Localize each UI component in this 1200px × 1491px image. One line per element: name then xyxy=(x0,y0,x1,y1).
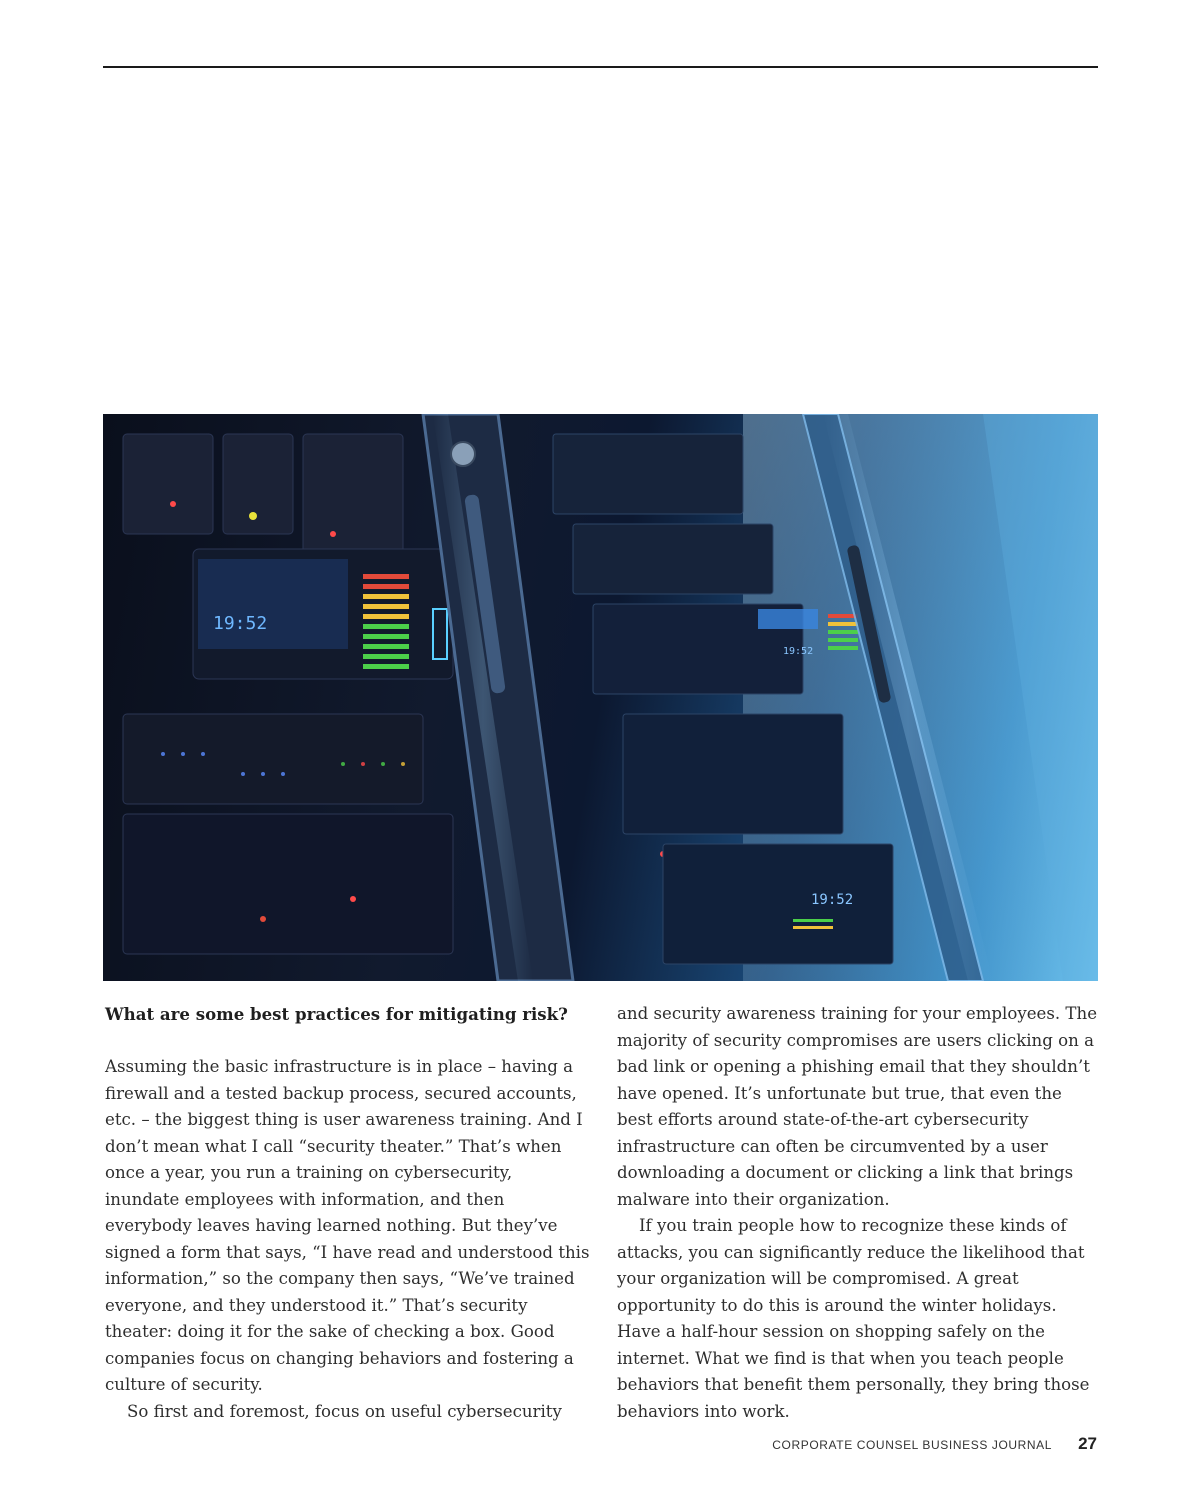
svg-text:19:52: 19:52 xyxy=(811,892,854,908)
section-heading: What are some best practices for mitigating risk? xyxy=(105,1004,568,1024)
svg-text:19:52: 19:52 xyxy=(783,646,814,657)
paragraph: If you train people how to recognize these kinds of attacks, you can significantly reduce the likelihood that your organization will be compromised. A great opportunity to do this is around the winter holidays. Have a half-hour session on shopping safely on the internet. What we find is that when you teach people behaviors that benefit them personally, they bring those behaviors into work. xyxy=(617,1216,1090,1421)
page-number: 27 xyxy=(1078,1434,1097,1453)
left-column xyxy=(105,1001,590,1425)
page-footer xyxy=(772,1434,1097,1454)
paragraph: Assuming the basic infrastructure is in place – having a firewall and a tested backup process, secured accounts, etc. – the biggest thing is user awareness training. And I don’t mean what I call “security theater.” That’s when once a year, you run a training on cybersecurity, inundate employees with information, and then everybody leaves having learned nothing. But they’ve signed a form that says, “I have read and understood this information,” so the company then says, “We’ve trained everyone, and they understood it.” That’s security theater: doing it for the sake of checking a box. Good companies focus on changing behaviors and fostering a culture of security. xyxy=(105,1057,590,1394)
right-column xyxy=(617,1001,1102,1425)
paragraph: So first and foremost, focus on useful cybersecurity xyxy=(127,1401,562,1421)
svg-text:19:52: 19:52 xyxy=(213,613,268,634)
journal-name: CORPORATE COUNSEL BUSINESS JOURNAL xyxy=(772,1438,1053,1452)
paragraph: and security awareness training for your employees. The majority of security compromises are users clicking on a bad link or opening a phishing email that they shouldn’t have opened. It’s unfortunate but true, that even the best efforts around state-of-the-art cybersecurity infrastructure can often be circumvented by a user downloading a document or clicking a link that brings malware into their organization. xyxy=(617,1004,1098,1209)
server-rack-photo xyxy=(103,414,1098,981)
top-rule xyxy=(103,66,1098,68)
